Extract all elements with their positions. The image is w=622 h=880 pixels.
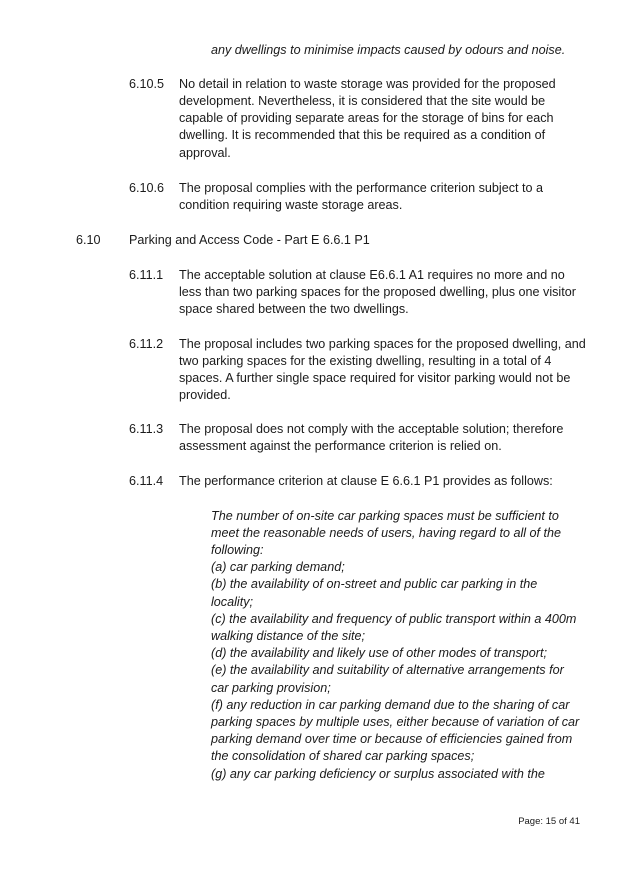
quote-line: (c) the availability and frequency of public transport within a 400m	[211, 612, 577, 626]
paragraph-line: The proposal complies with the performance criterion subject to a	[179, 181, 543, 195]
paragraph-line: provided.	[179, 388, 231, 402]
section-number: 6.10	[76, 233, 101, 247]
quote-line: car parking provision;	[211, 681, 331, 695]
paragraph-line: The proposal does not comply with the acceptable solution; therefore	[179, 422, 564, 436]
quote-line: meet the reasonable needs of users, having regard to all of the	[211, 526, 562, 540]
paragraph-line: condition requiring waste storage areas.	[179, 198, 403, 212]
quote-line: parking demand over time or because of efficiencies gained from	[211, 732, 573, 746]
quote-line: (g) any car parking deficiency or surplus associated with the	[211, 767, 545, 781]
paragraph-line: No detail in relation to waste storage was provided for the proposed	[179, 77, 556, 91]
paragraph-line: dwelling. It is recommended that this be required as a condition of	[179, 128, 546, 142]
paragraph-number: 6.11.3	[129, 422, 164, 436]
paragraph-line: The proposal includes two parking spaces for the proposed dwelling, and	[179, 337, 586, 351]
paragraph-number: 6.10.6	[129, 181, 165, 195]
paragraph-number: 6.10.5	[129, 77, 165, 91]
paragraph-line: The acceptable solution at clause E6.6.1 A1 requires no more and no	[179, 268, 565, 282]
paragraph-line: The performance criterion at clause E 6.6.1 P1 provides as follows:	[179, 474, 553, 488]
quote-line: parking spaces by multiple uses, either because of variation of car	[211, 715, 580, 729]
quote-line: walking distance of the site;	[211, 629, 366, 643]
quote-line: the consolidation of shared car parking spaces;	[211, 749, 475, 763]
section-heading: Parking and Access Code - Part E 6.6.1 P1	[129, 233, 370, 247]
continuation-line: any dwellings to minimise impacts caused by odours and noise.	[211, 43, 566, 57]
paragraph-line: space shared between the two dwellings.	[179, 302, 409, 316]
paragraph-number: 6.11.1	[129, 268, 164, 282]
page-number-footer: Page: 15 of 41	[518, 816, 580, 827]
paragraph-line: capable of providing separate areas for the storage of bins for each	[179, 111, 554, 125]
quote-line: (a) car parking demand;	[211, 560, 345, 574]
quote-line: following:	[211, 543, 264, 557]
quote-line: (b) the availability of on-street and public car parking in the	[211, 577, 538, 591]
paragraph-line: approval.	[179, 146, 231, 160]
paragraph-line: two parking spaces for the existing dwelling, resulting in a total of 4	[179, 354, 552, 368]
paragraph-number: 6.11.2	[129, 337, 164, 351]
paragraph-number: 6.11.4	[129, 474, 164, 488]
paragraph-line: assessment against the performance criterion is relied on.	[179, 439, 502, 453]
quote-line: locality;	[211, 595, 253, 609]
quote-line: (e) the availability and suitability of alternative arrangements for	[211, 663, 564, 677]
quote-line: The number of on-site car parking spaces must be sufficient to	[211, 509, 559, 523]
quote-line: (d) the availability and likely use of other modes of transport;	[211, 646, 548, 660]
quote-line: (f) any reduction in car parking demand due to the sharing of car	[211, 698, 570, 712]
paragraph-line: spaces. A further single space required for visitor parking would not be	[179, 371, 571, 385]
paragraph-line: less than two parking spaces for the proposed dwelling, plus one visitor	[179, 285, 576, 299]
paragraph-line: development. Nevertheless, it is considered that the site would be	[179, 94, 546, 108]
